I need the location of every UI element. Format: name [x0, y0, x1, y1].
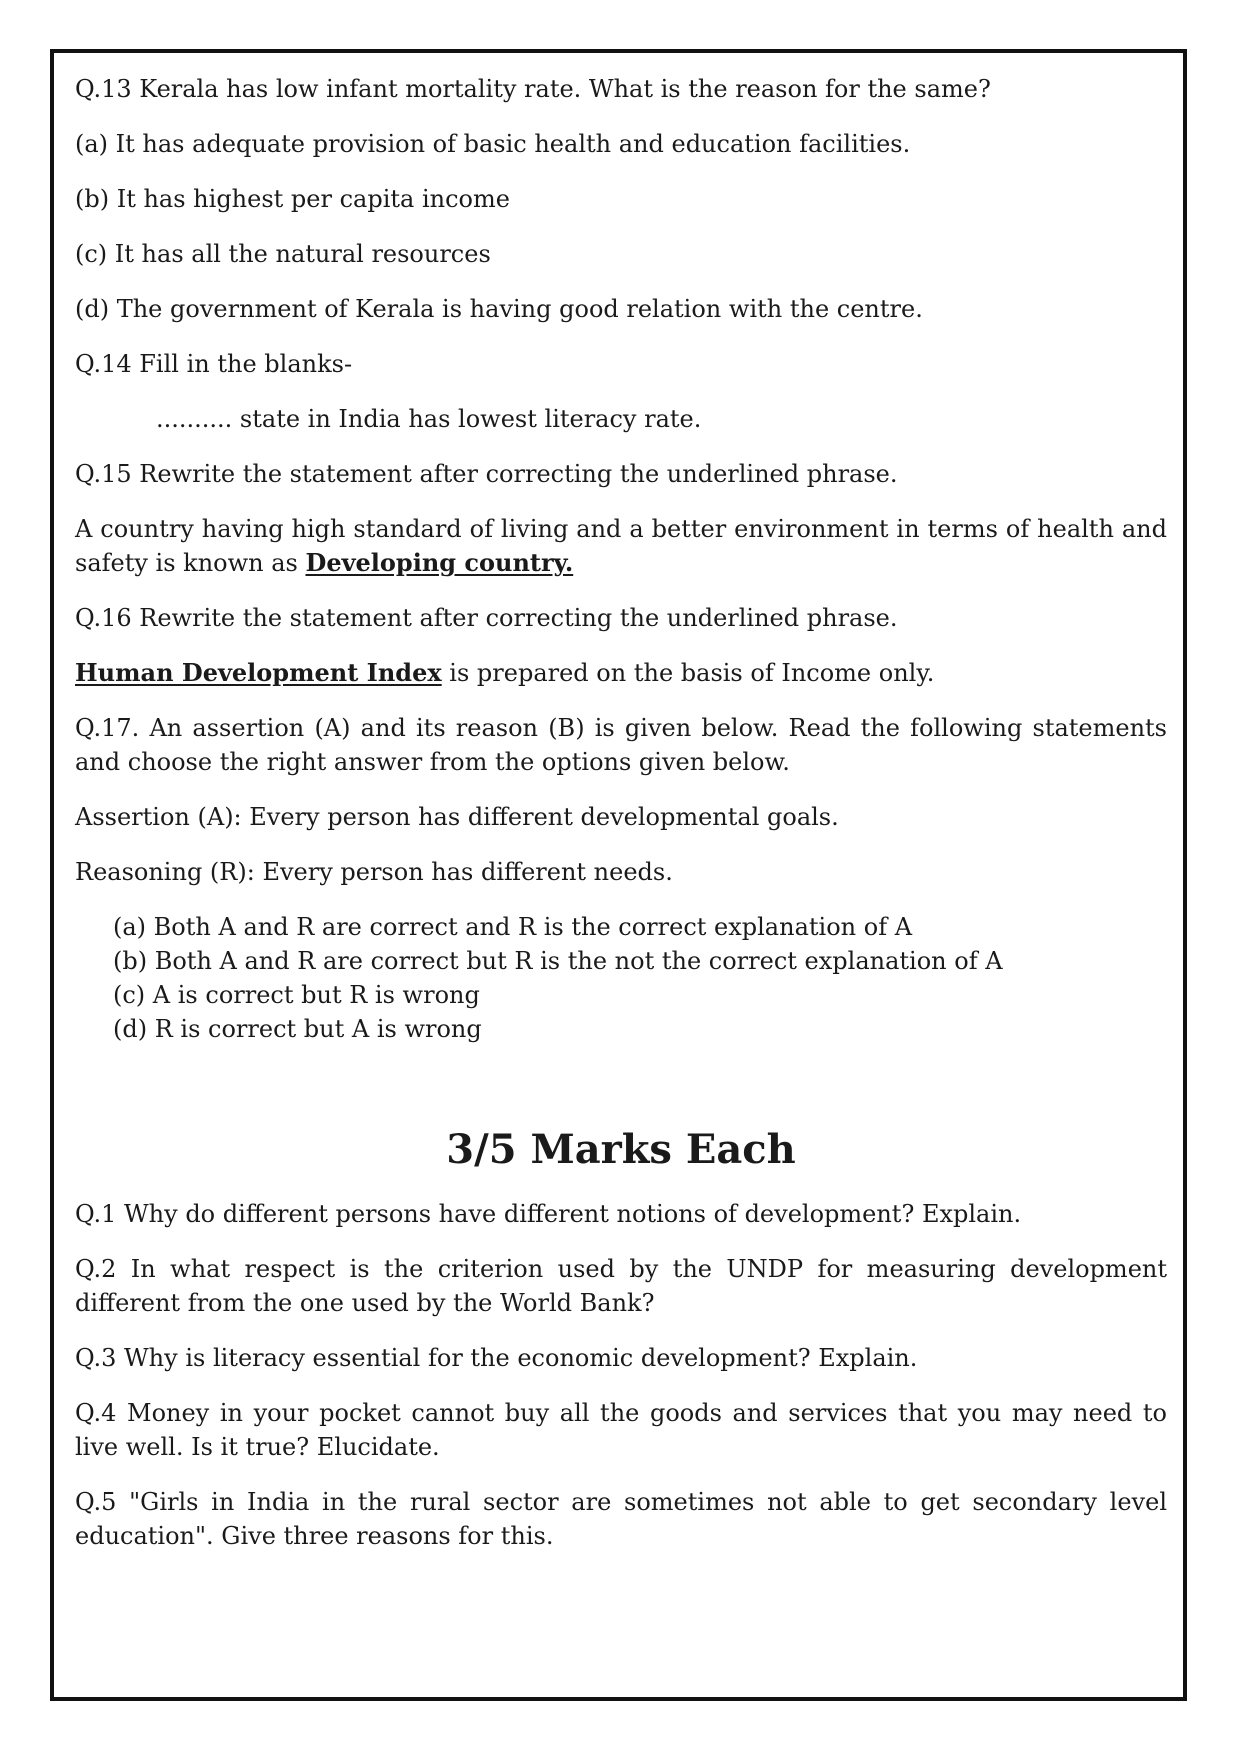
s2-q2: Q.2 In what respect is the criterion used by the UNDP for measuring development different from the one used by the World Bank?: [75, 1255, 1167, 1317]
q16-statement: [75, 656, 1167, 690]
q17-question: Q.17. An assertion (A) and its reason (B) is given below. Read the following statements and choose the right answer from the options given below.: [75, 714, 1167, 776]
s2-q1: Q.1 Why do different persons have different notions of development? Explain.: [75, 1200, 1022, 1228]
s2-q3: Q.3 Why is literacy essential for the economic development? Explain.: [75, 1344, 918, 1372]
q17-option-d: (d) R is correct but A is wrong: [113, 1015, 482, 1043]
q16-underlined-phrase: Human Development Index: [75, 658, 442, 687]
q17-assertion: Assertion (A): Every person has different developmental goals.: [75, 803, 839, 831]
q16-statement-rest: is prepared on the basis of Income only.: [441, 659, 935, 687]
q17-option-a: (a) Both A and R are correct and R is the correct explanation of A: [113, 913, 913, 941]
q13-option-a: (a) It has adequate provision of basic health and education facilities.: [75, 130, 911, 158]
section-heading: 3/5 Marks Each: [446, 1126, 796, 1173]
q17-reasoning: Reasoning (R): Every person has different needs.: [75, 858, 673, 886]
s2-q5: Q.5 "Girls in India in the rural sector are sometimes not able to get secondary level education". Give three reasons for this.: [75, 1488, 1167, 1550]
q13-option-b: (b) It has highest per capita income: [75, 185, 510, 213]
q15-statement-text: A country having high standard of living and a better environment in terms of health and safety is known as: [75, 515, 1167, 577]
q13-option-d: (d) The government of Kerala is having good relation with the centre.: [75, 295, 923, 323]
q14-blank-line: .......... state in India has lowest literacy rate.: [156, 405, 702, 433]
q17-option-b: (b) Both A and R are correct but R is the not the correct explanation of A: [113, 947, 1003, 975]
q14-question: Q.14 Fill in the blanks-: [75, 350, 353, 378]
question-sheet: [75, 72, 1167, 1574]
s2-q4: Q.4 Money in your pocket cannot buy all the goods and services that you may need to live well. Is it true? Elucidate.: [75, 1399, 1167, 1461]
q13-option-c: (c) It has all the natural resources: [75, 240, 491, 268]
q15-statement: [75, 512, 1167, 580]
q17-options-list: [113, 910, 1167, 1046]
q13-question: Q.13 Kerala has low infant mortality rate. What is the reason for the same?: [75, 75, 991, 103]
q16-question: Q.16 Rewrite the statement after correcting the underlined phrase.: [75, 604, 898, 632]
q15-question: Q.15 Rewrite the statement after correcting the underlined phrase.: [75, 460, 898, 488]
q17-option-c: (c) A is correct but R is wrong: [113, 981, 480, 1009]
q15-underlined-phrase: Developing country.: [305, 548, 574, 577]
